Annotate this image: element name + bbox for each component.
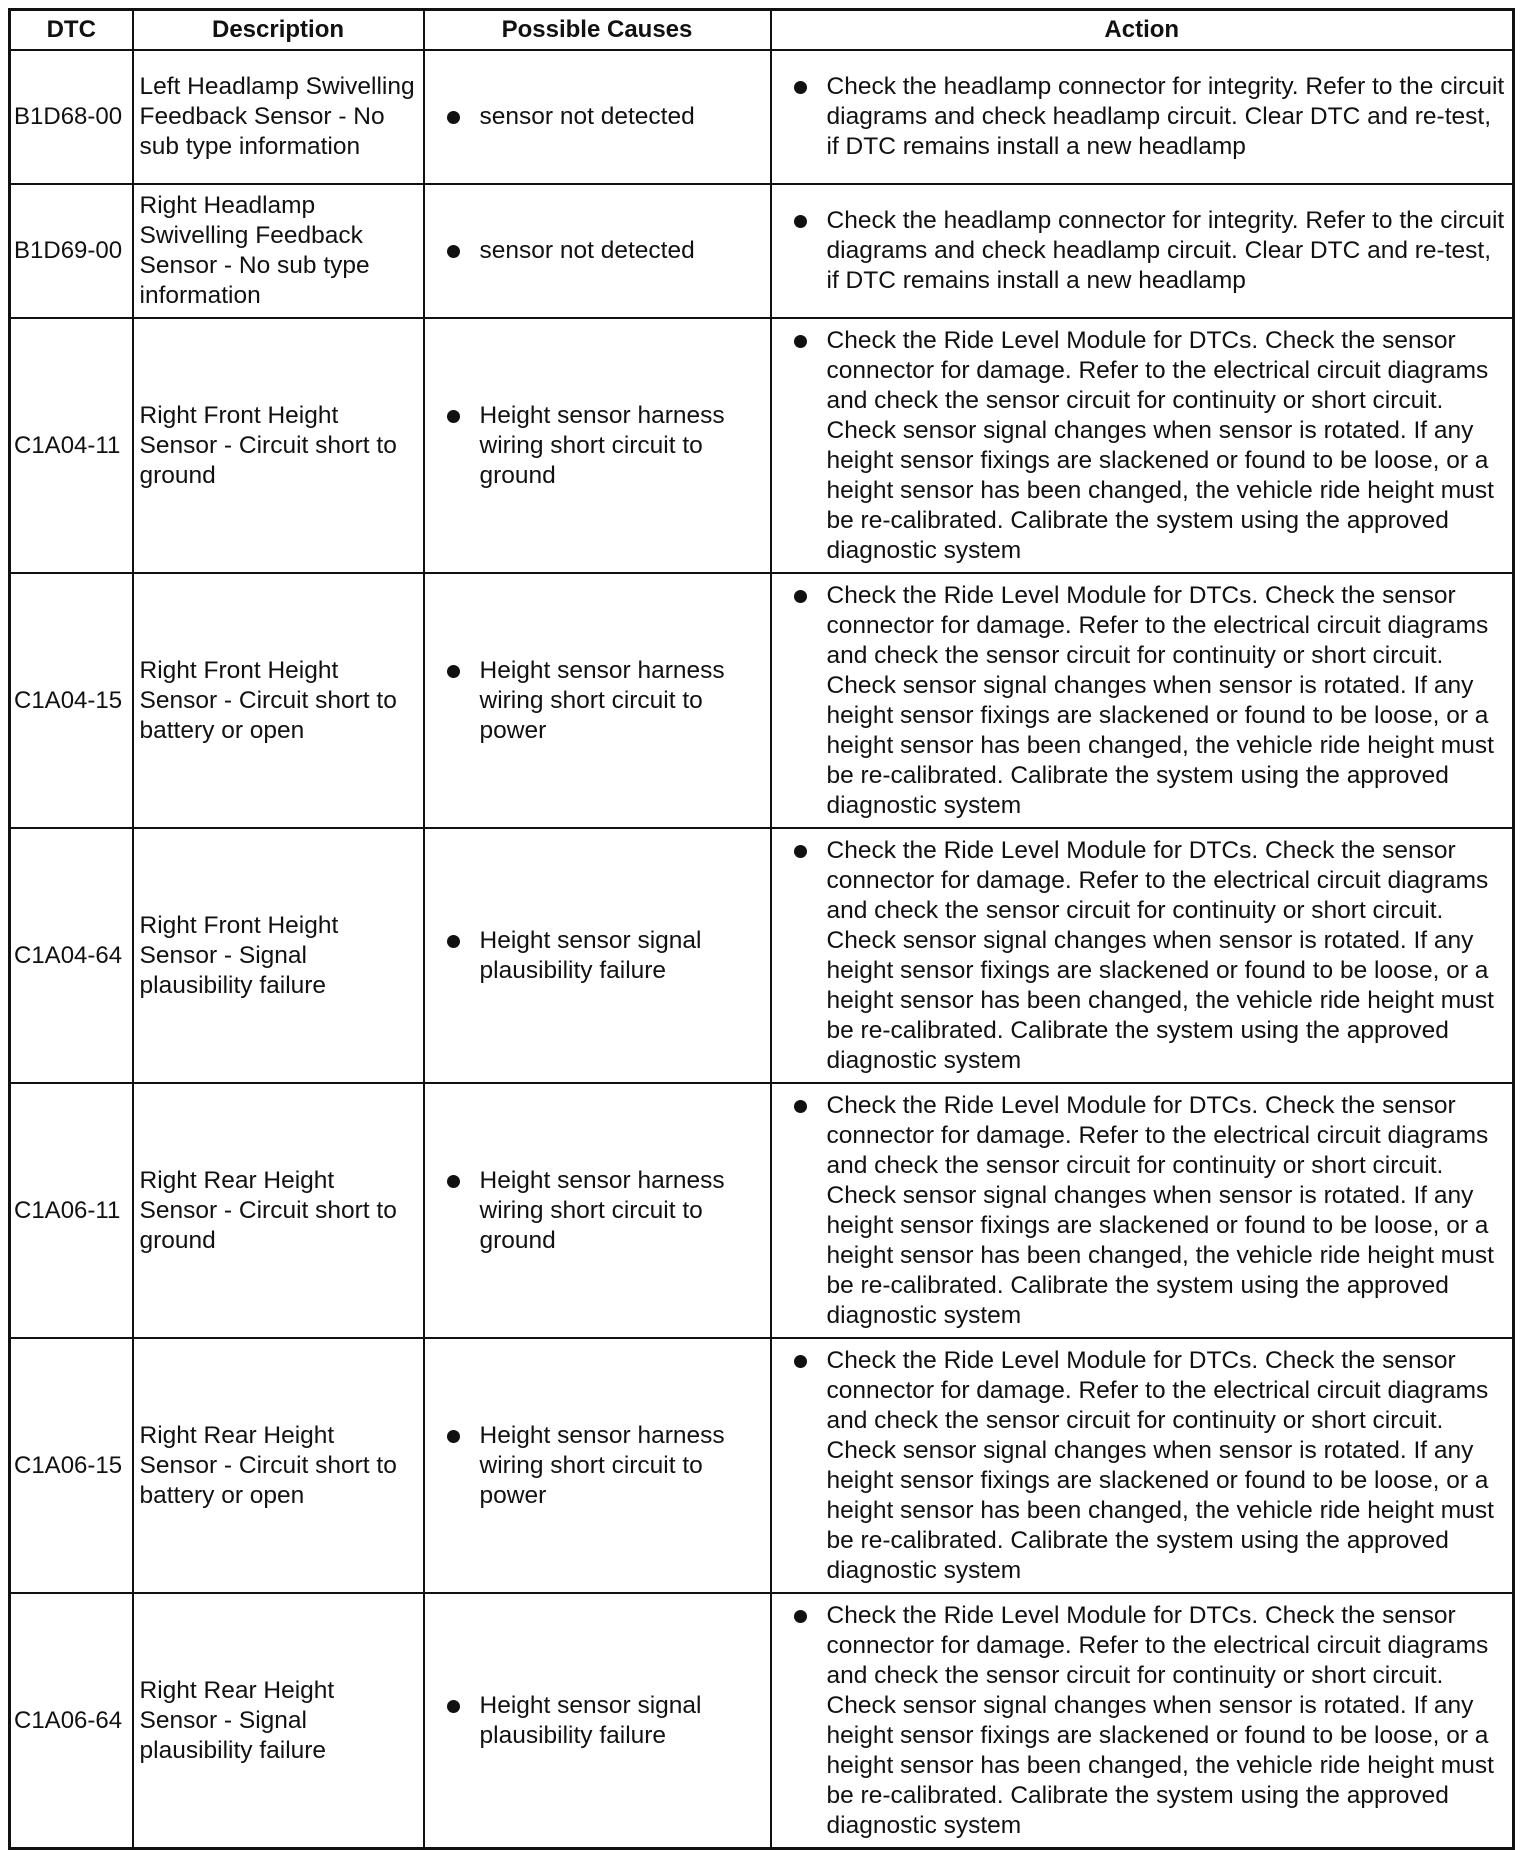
action-text: Check the Ride Level Module for DTCs. Check the sensor connector for damage. Refer to the electrical circuit diagrams and check the sensor circuit for continuity or short circuit. Check sensor signal changes when sensor is rotated. If any height sensor fixings are slackened or found to be loose, or a height sensor has been changed, the vehicle ride height must be re-calibrated. Calibrate the system using the approved diagnostic system xyxy=(826,836,1494,1074)
action-text: Check the Ride Level Module for DTCs. Check the sensor connector for damage. Refer to the electrical circuit diagrams and check the sensor circuit for continuity or short circuit. Check sensor signal changes when sensor is rotated. If any height sensor fixings are slackened or found to be loose, or a height sensor has been changed, the vehicle ride height must be re-calibrated. Calibrate the system using the approved diagnostic system xyxy=(826,581,1494,819)
possible-cause-text: Height sensor signal plausibility failure xyxy=(479,1691,702,1749)
bullet-icon xyxy=(794,590,807,603)
action xyxy=(771,1338,1514,1593)
possible-cause-text: Height sensor harness wiring short circuit to power xyxy=(479,656,725,744)
dtc-code: C1A06-11 xyxy=(10,1083,133,1338)
dtc-description: Right Rear Height Sensor - Circuit short to ground xyxy=(133,1083,424,1338)
dtc-code: B1D69-00 xyxy=(10,184,133,318)
table-row xyxy=(10,318,1514,573)
table-row xyxy=(10,828,1514,1083)
bullet-icon xyxy=(794,215,807,228)
dtc-code: C1A04-15 xyxy=(10,573,133,828)
table-row xyxy=(10,184,1514,318)
table-row xyxy=(10,1338,1514,1593)
action-text: Check the Ride Level Module for DTCs. Check the sensor connector for damage. Refer to the electrical circuit diagrams and check the sensor circuit for continuity or short circuit. Check sensor signal changes when sensor is rotated. If any height sensor fixings are slackened or found to be loose, or a height sensor has been changed, the vehicle ride height must be re-calibrated. Calibrate the system using the approved diagnostic system xyxy=(826,1091,1494,1329)
dtc-code: C1A04-64 xyxy=(10,828,133,1083)
dtc-description: Right Front Height Sensor - Circuit short to ground xyxy=(133,318,424,573)
action xyxy=(771,184,1514,318)
action xyxy=(771,1593,1514,1849)
bullet-icon xyxy=(447,665,460,678)
dtc-code: B1D68-00 xyxy=(10,50,133,184)
bullet-icon xyxy=(447,410,460,423)
bullet-icon xyxy=(447,935,460,948)
action-text: Check the headlamp connector for integrity. Refer to the circuit diagrams and check headlamp circuit. Clear DTC and re-test, if DTC remains install a new headlamp xyxy=(826,73,1505,160)
bullet-icon xyxy=(447,1430,460,1443)
dtc-description: Right Headlamp Swivelling Feedback Sensor - No sub type information xyxy=(133,184,424,318)
possible-cause xyxy=(424,184,771,318)
possible-cause xyxy=(424,828,771,1083)
action xyxy=(771,573,1514,828)
table-row xyxy=(10,1083,1514,1338)
dtc-description: Right Front Height Sensor - Circuit short to battery or open xyxy=(133,573,424,828)
table-row xyxy=(10,573,1514,828)
action-text: Check the Ride Level Module for DTCs. Check the sensor connector for damage. Refer to the electrical circuit diagrams and check the sensor circuit for continuity or short circuit. Check sensor signal changes when sensor is rotated. If any height sensor fixings are slackened or found to be loose, or a height sensor has been changed, the vehicle ride height must be re-calibrated. Calibrate the system using the approved diagnostic system xyxy=(826,1346,1494,1584)
possible-cause-text: Height sensor harness wiring short circuit to ground xyxy=(479,401,725,489)
action-text: Check the Ride Level Module for DTCs. Check the sensor connector for damage. Refer to the electrical circuit diagrams and check the sensor circuit for continuity or short circuit. Check sensor signal changes when sensor is rotated. If any height sensor fixings are slackened or found to be loose, or a height sensor has been changed, the vehicle ride height must be re-calibrated. Calibrate the system using the approved diagnostic system xyxy=(826,326,1494,564)
action xyxy=(771,1083,1514,1338)
dtc-code: C1A04-11 xyxy=(10,318,133,573)
bullet-icon xyxy=(794,335,807,348)
bullet-icon xyxy=(794,1610,807,1623)
action xyxy=(771,318,1514,573)
possible-cause xyxy=(424,50,771,184)
possible-cause-text: sensor not detected xyxy=(479,237,695,264)
dtc-description: Right Rear Height Sensor - Signal plausibility failure xyxy=(133,1593,424,1849)
table-row xyxy=(10,50,1514,184)
table-row xyxy=(10,1593,1514,1849)
bullet-icon xyxy=(794,1100,807,1113)
bullet-icon xyxy=(794,81,807,94)
possible-cause xyxy=(424,573,771,828)
possible-cause xyxy=(424,1083,771,1338)
possible-cause xyxy=(424,1338,771,1593)
header-description: Description xyxy=(133,10,424,51)
header-possible-causes: Possible Causes xyxy=(424,10,771,51)
dtc-code: C1A06-64 xyxy=(10,1593,133,1849)
bullet-icon xyxy=(794,845,807,858)
header-action: Action xyxy=(771,10,1514,51)
dtc-description: Right Rear Height Sensor - Circuit short to battery or open xyxy=(133,1338,424,1593)
action-text: Check the headlamp connector for integrity. Refer to the circuit diagrams and check headlamp circuit. Clear DTC and re-test, if DTC remains install a new headlamp xyxy=(826,207,1505,294)
dtc-description: Left Headlamp Swivelling Feedback Sensor - No sub type information xyxy=(133,50,424,184)
possible-cause-text: Height sensor harness wiring short circuit to power xyxy=(479,1421,725,1509)
bullet-icon xyxy=(447,1175,460,1188)
bullet-icon xyxy=(794,1355,807,1368)
possible-cause xyxy=(424,1593,771,1849)
possible-cause-text: Height sensor harness wiring short circuit to ground xyxy=(479,1166,725,1254)
dtc-description: Right Front Height Sensor - Signal plausibility failure xyxy=(133,828,424,1083)
action xyxy=(771,50,1514,184)
possible-cause xyxy=(424,318,771,573)
possible-cause-text: sensor not detected xyxy=(479,103,695,130)
bullet-icon xyxy=(447,245,460,258)
action-text: Check the Ride Level Module for DTCs. Check the sensor connector for damage. Refer to the electrical circuit diagrams and check the sensor circuit for continuity or short circuit. Check sensor signal changes when sensor is rotated. If any height sensor fixings are slackened or found to be loose, or a height sensor has been changed, the vehicle ride height must be re-calibrated. Calibrate the system using the approved diagnostic system xyxy=(826,1601,1494,1839)
bullet-icon xyxy=(447,111,460,124)
header-dtc: DTC xyxy=(10,10,133,51)
dtc-code: C1A06-15 xyxy=(10,1338,133,1593)
possible-cause-text: Height sensor signal plausibility failure xyxy=(479,926,702,984)
action xyxy=(771,828,1514,1083)
bullet-icon xyxy=(447,1700,460,1713)
dtc-table xyxy=(8,8,1515,1850)
header-row xyxy=(10,10,1514,51)
